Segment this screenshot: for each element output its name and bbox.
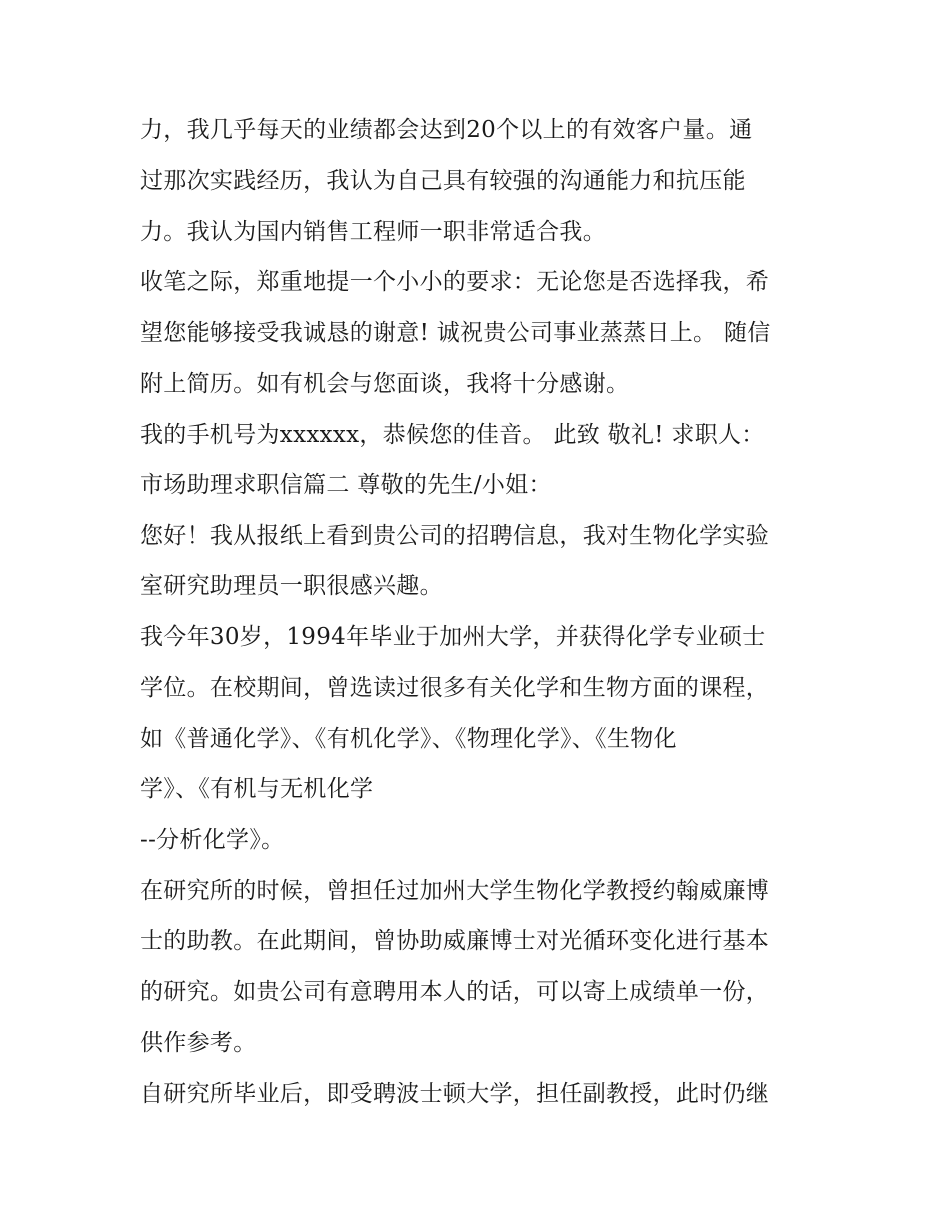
text-line: 力，我几乎每天的业绩都会达到20个以上的有效客户量。通 <box>140 117 753 143</box>
text-line: 我的手机号为xxxxxx，恭候您的佳音。 此致 敬礼! 求职人： <box>140 422 765 448</box>
text-line: 自研究所毕业后，即受聘波士顿大学，担任副教授，此时仍继 <box>140 1081 770 1107</box>
text-line: 我今年30岁，1994年毕业于加州大学，并获得化学专业硕士 <box>140 624 766 650</box>
text-line: 过那次实践经历，我认为自己具有较强的沟通能力和抗压能 <box>140 168 746 194</box>
text-line: 室研究助理员一职很感兴趣。 <box>140 573 443 599</box>
text-line: 学》、《有机与无机化学 <box>140 776 374 802</box>
text-line: 附上简历。如有机会与您面谈，我将十分感谢。 <box>140 371 630 397</box>
text-line: 学位。在校期间，曾选读过很多有关化学和生物方面的课程， <box>140 675 770 701</box>
text-line: 如《普通化学》、《有机化学》、《物理化学》、《生物化 <box>140 726 677 752</box>
text-line: 力。我认为国内销售工程师一职非常适合我。 <box>140 219 606 245</box>
text-line: 士的助教。在此期间，曾协助威廉博士对光循环变化进行基本 <box>140 928 770 954</box>
text-line: 望您能够接受我诚恳的谢意! 诚祝贵公司事业蒸蒸日上。 随信 <box>140 320 771 346</box>
text-line: 在研究所的时候，曾担任过加州大学生物化学教授约翰威廉博 <box>140 878 770 904</box>
text-line: 的研究。如贵公司有意聘用本人的话，可以寄上成绩单一份， <box>140 979 770 1005</box>
text-line: 市场助理求职信篇二 尊敬的先生/小姐： <box>140 472 552 498</box>
text-line: 供作参考。 <box>140 1030 257 1056</box>
text-line: 收笔之际，郑重地提一个小小的要求：无论您是否选择我，希 <box>140 269 770 295</box>
text-line: 您好！我从报纸上看到贵公司的招聘信息，我对生物化学实验 <box>140 523 770 549</box>
text-line: --分析化学》。 <box>140 827 285 853</box>
